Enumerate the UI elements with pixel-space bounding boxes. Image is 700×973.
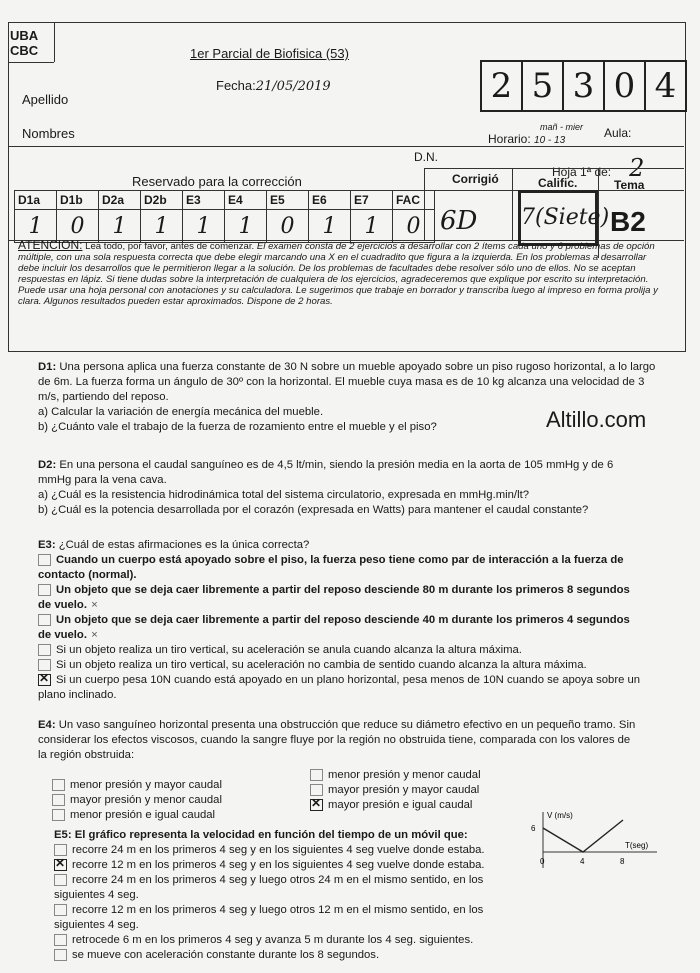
graph-y-tick: 6 <box>531 824 536 833</box>
option-text: Un objeto que se deja caer libremente a partir del reposo desciende 80 m durante los primeros 8 segundos de vuelo. <box>38 584 630 611</box>
option-text: Un objeto que se deja caer libremente a partir del reposo desciende 40 m durante los primeros 4 segundos de vuelo. <box>38 614 630 641</box>
question-e3 <box>38 538 642 703</box>
grade-value: 0 <box>393 210 435 243</box>
e4-options-left <box>52 778 302 823</box>
apellido-label: Apellido <box>22 92 69 107</box>
reservado-label: Reservado para la corrección <box>132 174 302 189</box>
atencion-title: ATENCION: <box>18 238 83 252</box>
grades-header-row <box>15 191 435 210</box>
grade-column-header: E4 <box>225 191 267 210</box>
question-item: b) ¿Cuál es la potencia desarrollada por el corazón (expresada en Watts) para mantener el caudal constante? <box>38 504 589 516</box>
checkbox-checked[interactable] <box>38 674 51 686</box>
question-text: Una persona aplica una fuerza constante de 30 N sobre un mueble apoyado sobre un piso rugoso horizontal, a lo largo de 6m. La fuerza forma un ángulo de 30º con la horizontal. El mueble cuya masa es de 10 kg alcanza una velocidad de 3 m/s, partiendo del reposo. <box>38 361 656 403</box>
option-text: se mueve con aceleración constante durante los 8 segundos. <box>72 949 380 961</box>
option-text: Si un objeto realiza un tiro vertical, su aceleración se anula cuando alcanza la altura máxima. <box>56 644 522 656</box>
option[interactable] <box>38 613 642 643</box>
checkbox[interactable] <box>54 874 67 886</box>
option-text: mayor presión y mayor caudal <box>328 784 480 796</box>
exam-title: 1er Parcial de Biofisica (53) <box>190 46 349 61</box>
grade-column-header: E3 <box>183 191 225 210</box>
grade-column-header: D1b <box>57 191 99 210</box>
checkbox[interactable] <box>310 784 323 796</box>
checkbox-checked[interactable] <box>54 859 67 871</box>
hoja-label: Hoja 1ª de: <box>552 165 612 179</box>
question-label: D1: <box>38 361 57 373</box>
institution-label <box>10 28 38 58</box>
grade-value: 1 <box>183 210 225 243</box>
option-text: recorre 24 m en los primeros 4 seg y luego otros 24 m en el mismo sentido, en los siguientes 4 seg. <box>54 874 484 901</box>
question-item: b) ¿Cuánto vale el trabajo de la fuerza de rozamiento entre el mueble y el piso? <box>38 421 437 433</box>
checkbox[interactable] <box>52 779 65 791</box>
checkbox[interactable] <box>38 644 51 656</box>
question-e4 <box>38 718 642 763</box>
grade-value: 0 <box>267 210 309 243</box>
dn-label: D.N. <box>414 150 438 164</box>
calific-value: 7(Siete) <box>518 190 598 246</box>
option[interactable] <box>54 843 534 858</box>
grade-value: 1 <box>309 210 351 243</box>
question-d1 <box>38 360 662 435</box>
graph-x-tick: 0 <box>540 857 545 866</box>
option[interactable] <box>310 768 530 783</box>
divider <box>424 168 684 169</box>
grade-value: 1 <box>141 210 183 243</box>
option-text: retrocede 6 m en los primeros 4 seg y avanza 5 m durante los 4 seg. siguientes. <box>72 934 474 946</box>
checkbox[interactable] <box>52 794 65 806</box>
grades-table <box>14 190 435 243</box>
grade-column-header: FAC <box>393 191 435 210</box>
wrong-mark-icon: × <box>90 599 98 611</box>
option-text: menor presión y menor caudal <box>328 769 481 781</box>
e5-options <box>54 843 534 963</box>
graph-xlabel: T(seg) <box>625 841 649 850</box>
question-text: El gráfico representa la velocidad en función del tiempo de un móvil que: <box>74 829 468 841</box>
question-label: E5: <box>54 829 72 841</box>
tema-value: B2 <box>610 206 646 237</box>
fecha-value: 21/05/2019 <box>255 79 331 94</box>
divider <box>8 62 54 63</box>
grade-column-header: E5 <box>267 191 309 210</box>
hoja-value: 2 <box>629 154 645 182</box>
grade-column-header: E7 <box>351 191 393 210</box>
question-label: E4: <box>38 719 56 731</box>
divider <box>8 146 684 147</box>
option[interactable] <box>38 658 642 673</box>
question-text: ¿Cuál de estas afirmaciones es la única correcta? <box>58 539 310 551</box>
tema-label: Tema <box>614 178 645 192</box>
wrong-mark-icon: × <box>90 629 98 641</box>
divider <box>54 22 55 62</box>
horario-label: Horario: <box>488 132 531 146</box>
option[interactable] <box>310 783 530 798</box>
checkbox[interactable] <box>54 904 67 916</box>
institution-cbc: CBC <box>10 43 39 58</box>
option-text: Si un objeto realiza un tiro vertical, su aceleración no cambia de sentido cuando alcanza la altura máxima. <box>56 659 587 671</box>
option-text: mayor presión y menor caudal <box>70 794 222 806</box>
grade-column-header: D2a <box>99 191 141 210</box>
corrigio-label: Corrigió <box>452 172 499 186</box>
option[interactable] <box>54 858 534 873</box>
grade-value: 1 <box>15 210 57 243</box>
checkbox[interactable] <box>38 584 51 596</box>
checkbox[interactable] <box>38 659 51 671</box>
option-text: Si un cuerpo pesa 10N cuando está apoyado en un plano horizontal, pesa menos de 10N cuando se apoya sobre un plano inclinado. <box>38 674 641 701</box>
option[interactable] <box>38 553 642 583</box>
question-text: En una persona el caudal sanguíneo es de 4,5 lt/min, siendo la presión media en la aorta de 105 mmHg y de 6 mmHg para la vena cava. <box>38 459 614 486</box>
nombres-label: Nombres <box>22 126 75 141</box>
option-text: Cuando un cuerpo está apoyado sobre el piso, la fuerza peso tiene como par de interacción a la fuerza de contacto (normal). <box>38 554 624 581</box>
fecha-label: Fecha: <box>216 78 256 93</box>
checkbox[interactable] <box>38 554 51 566</box>
option-text: mayor presión e igual caudal <box>328 799 473 811</box>
grade-value: 1 <box>351 210 393 243</box>
grade-column-header: E6 <box>309 191 351 210</box>
horario-field <box>488 122 583 146</box>
fecha-field <box>216 78 331 94</box>
watermark: Altillo.com <box>546 407 647 432</box>
checkbox[interactable] <box>52 809 65 821</box>
atencion-block <box>18 240 664 307</box>
grade-value: 1 <box>225 210 267 243</box>
checkbox[interactable] <box>54 934 67 946</box>
grade-column-header: D2b <box>141 191 183 210</box>
student-digit: 2 <box>480 60 523 112</box>
grade-value: 1 <box>99 210 141 243</box>
option[interactable] <box>54 933 534 948</box>
question-label: D2: <box>38 459 57 471</box>
option[interactable] <box>52 793 302 808</box>
velocity-time-graph <box>527 808 667 880</box>
checkbox[interactable] <box>38 614 51 626</box>
graph-velocity-line <box>543 820 623 852</box>
atencion-body: El examen consta de 2 ejercicios a desarrollar con 2 ítems cada uno y 6 problemas de opción múltiple, con una sola respuesta correcta que debe elegir marcando una X en el cuadradito que figura a la izquierda. En los problemas a desarrollar debe incluir los desarrollos que le permitieron llegar a la solución. De los problemas de facultades debe resolver sólo uno de ellos. No se aceptan respuestas en lápiz. Si tiene dudas sobre la interpretación de cualquiera de los ejercicios, agradeceremos que explique por escrito su interpretación. Puede usar una hoja personal con anotaciones y su calculadora. Le sugerimos que trabaje en borrador y transcriba luego al impreso en forma prolija y clara. Algunos resultados pueden estar aproximados. Dispone de 2 horas. <box>18 241 658 307</box>
checkbox[interactable] <box>310 769 323 781</box>
checkbox-checked[interactable] <box>310 799 323 811</box>
graph-x-tick: 8 <box>620 857 625 866</box>
institution-uba: UBA <box>10 28 39 43</box>
checkbox[interactable] <box>54 949 67 961</box>
student-digit: 4 <box>644 60 687 112</box>
student-digit: 5 <box>521 60 564 112</box>
graph-ylabel: V (m/s) <box>547 811 573 820</box>
option-text: menor presión y mayor caudal <box>70 779 222 791</box>
option-text: recorre 24 m en los primeros 4 seg y en los siguientes 4 seg vuelve donde estaba. <box>72 844 485 856</box>
calific-label: Calific. <box>538 176 578 190</box>
student-digit: 0 <box>603 60 646 112</box>
option[interactable] <box>54 873 534 903</box>
option[interactable] <box>38 643 642 658</box>
student-digit: 3 <box>562 60 605 112</box>
corrigio-signature: 6D <box>440 206 478 236</box>
e4-options-right <box>310 768 530 813</box>
option[interactable] <box>38 583 642 613</box>
option[interactable] <box>54 903 534 933</box>
divider <box>424 168 425 240</box>
question-label: E3: <box>38 539 56 551</box>
grade-value: 0 <box>57 210 99 243</box>
horario-note: mañ - mier <box>540 122 584 132</box>
divider <box>512 168 513 240</box>
checkbox[interactable] <box>54 844 67 856</box>
option[interactable] <box>52 778 302 793</box>
question-d2 <box>38 458 648 518</box>
student-number-boxes <box>482 60 687 112</box>
horario-value: 10 - 13 <box>534 135 566 146</box>
option[interactable] <box>54 948 534 963</box>
grade-column-header: D1a <box>15 191 57 210</box>
aula-label: Aula: <box>604 126 632 140</box>
option-text: menor presión e igual caudal <box>70 809 216 821</box>
question-item: a) Calcular la variación de energía mecánica del mueble. <box>38 406 324 418</box>
option[interactable] <box>310 798 530 813</box>
option-text: recorre 12 m en los primeros 4 seg y en los siguientes 4 seg vuelve donde estaba. <box>72 859 485 871</box>
option-text: recorre 12 m en los primeros 4 seg y luego otros 12 m en el mismo sentido, en los siguientes 4 seg. <box>54 904 484 931</box>
question-item: a) ¿Cuál es la resistencia hidrodinámica total del sistema circulatorio, expresada en mmHg.min/lt? <box>38 489 529 501</box>
question-text: Un vaso sanguíneo horizontal presenta una obstrucción que reduce su diámetro efectivo en un pequeño tramo. Sin considerar los efectos viscosos, cuando la sangre fluye por la región no obstruida tiene, comparada con los valores de la región obstruida: <box>38 719 636 761</box>
option[interactable] <box>38 673 642 703</box>
graph-x-tick: 4 <box>580 857 585 866</box>
atencion-lead: Lea todo, por favor, antes de comenzar. <box>85 241 255 252</box>
question-e5 <box>54 828 524 843</box>
option[interactable] <box>52 808 302 823</box>
